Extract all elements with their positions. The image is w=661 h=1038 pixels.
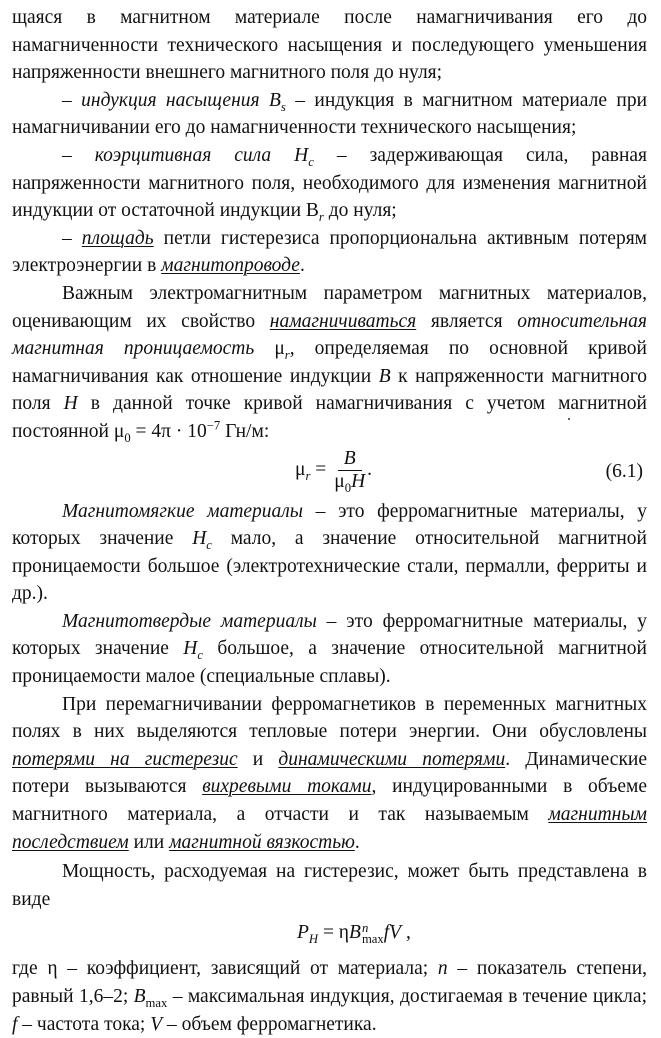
- term-magnetize: намагничиваться: [269, 310, 417, 332]
- term-hard-magnetic: Магнитотвердые материалы: [62, 610, 317, 632]
- equation-number: (6.1): [605, 460, 643, 482]
- scan-speck: [568, 418, 570, 420]
- paragraph-hysteresis-power: Мощность, расходуемая на гистерезис, может быть представлена в виде: [12, 861, 647, 910]
- paragraph-legend: где η – коэффициент, зависящий от материала; n – показатель степени, равный 1,6–2; $B_{max}$ – максимальная индукция, достигаемая в течение цикла; f – частота тока; V – объем ферромагнетика.: [12, 958, 648, 1035]
- formula-hysteresis-power: $P_H = \eta B$ n max fV ,: [297, 920, 411, 947]
- term-coercive-force: коэрцитивная сила $H_c$: [94, 144, 314, 169]
- term-relative-permeability: относительная магнитная проницаемость: [12, 310, 647, 360]
- term-dynamic-losses: динамическими потерями: [278, 748, 506, 770]
- term-magnetic-core: магнитопроводе: [161, 255, 300, 277]
- formula-numerator: B: [338, 448, 362, 471]
- paragraph-hard-magnetic: Магнитотвердые материалы – это ферромагнитные материалы, у которых значение $H_c$ большое, а значение относительной магнитной проницаемости малое (специальные сплавы).: [12, 610, 647, 688]
- paragraph-hysteresis-area: – площадь петли гистерезиса пропорциональна активным потерям электроэнергии в магнитопроводе.: [12, 227, 648, 277]
- term-soft-magnetic: Магнитомягкие материалы: [62, 500, 304, 522]
- term-magnetic-viscosity: магнитной вязкостью: [169, 831, 355, 853]
- term-saturation-induction: индукция насыщения $B_s$: [81, 89, 286, 114]
- term-hysteresis-losses: потерями на гистерезис: [12, 748, 238, 770]
- term-eddy-currents: вихревыми токами: [202, 776, 372, 798]
- term-area: площадь: [81, 227, 154, 249]
- paragraph-relative-permeability: Важным электромагнитным параметром магнитных материалов, оценивающим их свойство намагничиваться является относительная магнитная проницаемость $\mu_r$, определяемая по основной кривой намагничивания как отношение индукции B к напряженности магнитного поля H в данной точке кривой намагничивания с учетом магнитной постоянной $\mu_0 = 4\pi \cdot 10^{-7}$ Гн/м:: [12, 282, 647, 445]
- formula-permeability: $\mu_r$ = $\frac{B}{\mu_0H}$ .: [295, 447, 373, 495]
- term-magnetic-aftereffect: магнитным последствием: [12, 804, 647, 853]
- formula-denominator: $\mu_0H$: [334, 470, 366, 495]
- formula-6-1: [12, 448, 647, 498]
- paragraph-remanence-continued: щаяся в магнитном материале после намагничивания его до намагниченности технического насыщения и последующего уменьшения напряженности внешнего магнитного поля до нуля;: [12, 7, 647, 84]
- paragraph-soft-magnetic: Магнитомягкие материалы – это ферромагнитные материалы, у которых значение $H_c$ мало, а значение относительной магнитной проницаемости большое (электротехнические стали, пермалли, ферриты и др.).: [12, 500, 647, 605]
- paragraph-saturation-induction: – индукция насыщения $B_s$ – индукция в магнитном материале при намагничивании его до намагниченности технического насыщения;: [12, 89, 648, 139]
- paragraph-coercive-force: – коэрцитивная сила $H_c$ – задерживающая сила, равная напряженности магнитного поля, необходимого для изменения магнитной индукции от остаточной индукции $B_r$ до нуля;: [12, 144, 648, 225]
- paragraph-losses: При перемагничивании ферромагнетиков в переменных магнитных полях в них выделяются тепловые потери энергии. Они обусловлены потерями на гистерезис и динамическими потерями. Динамические потери вызываются вихревыми токами, индуцированными в объеме магнитного материала, а отчасти и так называемым магнитным последствием или магнитной вязкостью.: [12, 693, 648, 853]
